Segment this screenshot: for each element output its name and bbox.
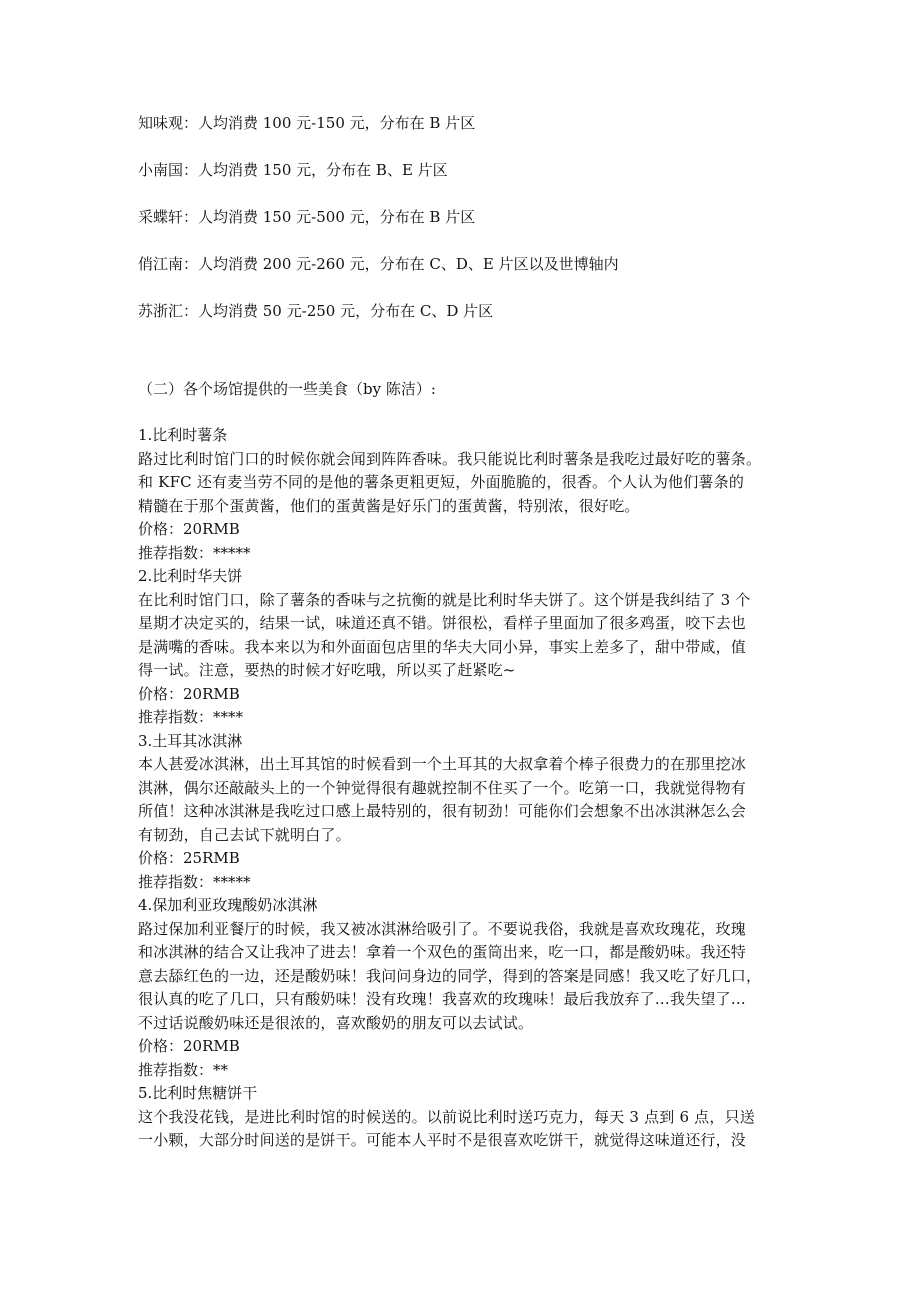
- food-rating: 推荐指数：**: [138, 1060, 229, 1079]
- food-description-line: 是满嘴的香味。我本来以为和外面面包店里的华夫大同小异，事实上差多了，甜中带咸，值: [138, 637, 747, 656]
- food-description-line: 路过比利时馆门口的时候你就会闻到阵阵香味。我只能说比利时薯条是我吃过最好吃的薯条。: [138, 449, 762, 468]
- food-rating: 推荐指数：*****: [138, 543, 251, 562]
- food-rating: 推荐指数：*****: [138, 872, 251, 891]
- food-description-line: 有韧劲，自己去试下就明白了。: [138, 825, 351, 844]
- restaurant-item: 知味观：人均消费 100 元-150 元，分布在 B 片区: [138, 114, 476, 132]
- food-description-line: 意去舔红色的一边，还是酸奶味！我问问身边的同学，得到的答案是同感！我又吃了好几口，: [138, 966, 762, 985]
- restaurant-item: 小南国：人均消费 150 元，分布在 B、E 片区: [138, 161, 448, 179]
- food-description-line: 路过保加利亚餐厅的时候，我又被冰淇淋给吸引了。不要说我俗，我就是喜欢玫瑰花，玫瑰: [138, 919, 747, 938]
- food-price: 价格：20RMB: [138, 1037, 240, 1055]
- food-description-line: 和冰淇淋的结合又让我冲了进去！拿着一个双色的蛋筒出来，吃一口，都是酸奶味。我还特: [138, 943, 747, 961]
- restaurant-item: 俏江南：人均消费 200 元-260 元，分布在 C、D、E 片区以及世博轴内: [138, 255, 619, 273]
- food-description-line: 星期才决定买的，结果一试，味道还真不错。饼很松，看样子里面加了很多鸡蛋，咬下去也: [138, 614, 747, 632]
- food-rating: 推荐指数：****: [138, 708, 244, 726]
- food-description-line: 这个我没花钱，是进比利时馆的时候送的。以前说比利时送巧克力，每天 3 点到 6 点，只送: [138, 1107, 755, 1126]
- food-item: [138, 424, 798, 565]
- food-title: 2.比利时华夫饼: [138, 567, 243, 585]
- food-title: 4.保加利亚玫瑰酸奶冰淇淋: [138, 896, 318, 914]
- restaurant-item: 采蝶轩：人均消费 150 元-500 元，分布在 B 片区: [138, 208, 476, 226]
- food-item: [138, 730, 798, 895]
- food-price: 价格：25RMB: [138, 849, 240, 867]
- restaurant-list: [138, 112, 838, 347]
- food-description-line: 所值！这种冰淇淋是我吃过口感上最特别的，很有韧劲！可能你们会想象不出冰淇淋怎么会: [138, 802, 747, 820]
- food-description-line: 不过话说酸奶味还是很浓的，喜欢酸奶的朋友可以去试试。: [138, 1013, 534, 1032]
- food-title: 1.比利时薯条: [138, 426, 228, 444]
- food-description-line: 得一试。注意，要热的时候才好吃哦，所以买了赶紧吃~: [138, 661, 516, 679]
- section-title: （二）各个场馆提供的一些美食（by 陈洁）:: [138, 380, 436, 398]
- food-list: [138, 424, 798, 1153]
- food-description-line: 和 KFC 还有麦当劳不同的是他的薯条更粗更短，外面脆脆的，很香。个人认为他们薯条的: [138, 473, 745, 491]
- food-title: 5.比利时焦糖饼干: [138, 1084, 258, 1102]
- food-price: 价格：20RMB: [138, 520, 240, 538]
- food-description-line: 精髓在于那个蛋黄酱，他们的蛋黄酱是好乐门的蛋黄酱，特别浓，很好吃。: [138, 496, 640, 515]
- food-title: 3.土耳其冰淇淋: [138, 731, 243, 750]
- food-item: [138, 1082, 798, 1153]
- food-description-line: 很认真的吃了几口，只有酸奶味！没有玫瑰！我喜欢的玫瑰味！最后我放弃了…我失望了…: [138, 990, 747, 1008]
- food-item: [138, 894, 798, 1082]
- food-price: 价格：20RMB: [138, 684, 240, 703]
- food-item: [138, 565, 798, 730]
- food-description-line: 在比利时馆门口，除了薯条的香味与之抗衡的就是比利时华夫饼了。这个饼是我纠结了 3 个: [138, 590, 751, 609]
- restaurant-item: 苏浙汇：人均消费 50 元-250 元，分布在 C、D 片区: [138, 302, 494, 320]
- food-description-line: 本人甚爱冰淇淋，出土耳其馆的时候看到一个土耳其的大叔拿着个棒子很费力的在那里挖冰: [138, 755, 747, 773]
- food-description-line: 淇淋，偶尔还敲敲头上的一个钟觉得很有趣就控制不住买了一个。吃第一口，我就觉得物有: [138, 778, 747, 797]
- food-description-line: 一小颗，大部分时间送的是饼干。可能本人平时不是很喜欢吃饼干，就觉得这味道还行，没: [138, 1131, 747, 1149]
